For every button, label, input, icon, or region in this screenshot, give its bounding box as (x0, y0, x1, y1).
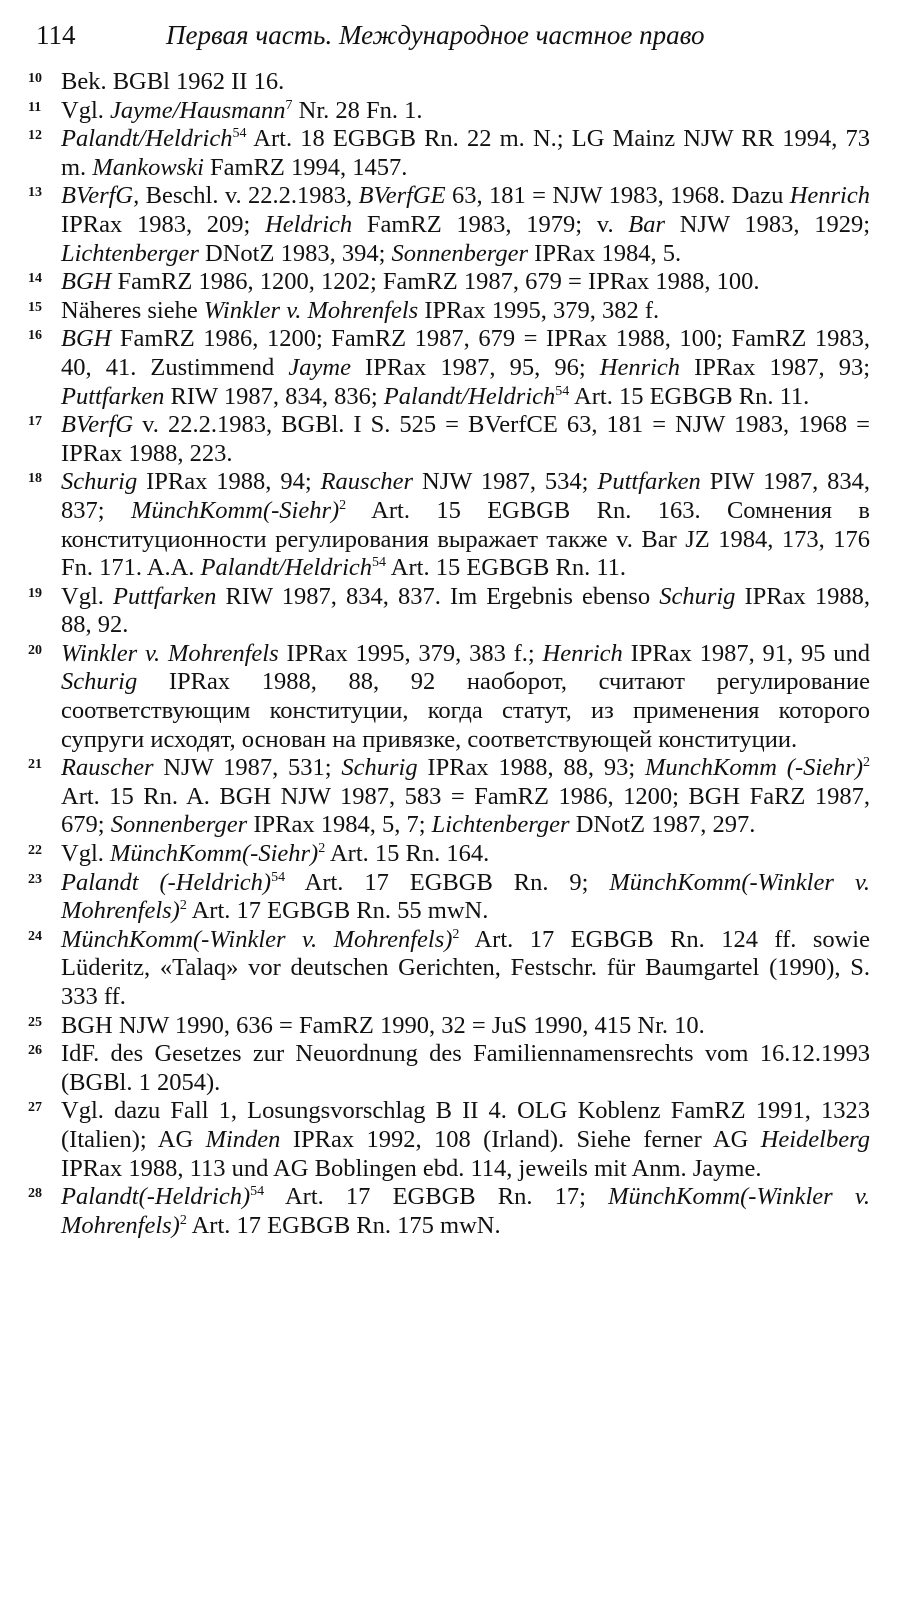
author-citation: Schurig (61, 468, 138, 496)
footnote-text: Beschl. v. 22.2.1983, (139, 182, 359, 210)
footnote-text: IPRax 1992, 108 (Irland). Siehe ferner AG (280, 1125, 761, 1153)
footnote-21 (28, 754, 870, 840)
footnote-text: IPRax 1995, 379, 382 f. (418, 296, 660, 324)
edition-superscript: 2 (318, 841, 326, 857)
footnote-text: Vgl. dazu Fall 1, Losungsvorschlag B II 4. OLG Koblenz FamRZ 1991, 1323 (Italien); AG (61, 1097, 870, 1153)
footnote-number: 24 (28, 928, 42, 944)
footnote-25 (28, 1011, 870, 1041)
footnote-26 (28, 1040, 870, 1097)
footnote-17 (28, 411, 870, 468)
footnote-text: FamRZ 1986, 1200, 1202; FamRZ 1987, 679 = IPRax 1988, 100. (111, 268, 760, 296)
author-citation: Minden (205, 1125, 281, 1153)
footnote-number: 22 (28, 843, 42, 859)
author-citation: Rauscher (320, 468, 414, 496)
footnote-text: FamRZ 1986, 1200; FamRZ 1987, 679 = IPRax 1988, 100; FamRZ 1983, 40, 41. Zustimmend (61, 325, 870, 381)
author-citation: Heidelberg (760, 1125, 870, 1153)
footnote-text: IPRax 1983, 209; (61, 210, 266, 238)
page-number: 114 (36, 20, 76, 50)
author-citation: Lichtenberger (61, 239, 199, 267)
edition-superscript: 54 (372, 555, 387, 571)
footnote-11 (28, 96, 870, 126)
author-citation: MunchKomm (-Siehr) (644, 754, 863, 782)
footnote-text: Art. 18 EGBGB Rn. 22 m. N.; LG Mainz NJW RR 1994, 73 m. (61, 125, 870, 181)
edition-superscript: 2 (179, 1212, 187, 1228)
footnote-text: FamRZ 1994, 1457. (203, 153, 408, 181)
footnote-text: Art. 17 EGBGB Rn. 9; (285, 868, 610, 896)
footnote-text: Art. 15 EGBGB Rn. 11. (569, 382, 810, 410)
edition-superscript: 54 (271, 869, 286, 885)
edition-superscript: 7 (285, 97, 293, 113)
footnote-text: Vgl. (61, 96, 110, 124)
footnote-text: FamRZ 1983, 1979; v. (352, 210, 629, 238)
author-citation: Winkler v. Mohrenfels (61, 639, 279, 667)
footnote-12 (28, 125, 870, 182)
running-title: Первая часть. Международное частное право (166, 20, 705, 50)
footnote-text: 63, 181 = NJW 1983, 1968. Dazu (445, 182, 790, 210)
author-citation: Schurig (341, 754, 418, 782)
footnote-text: IPRax 1988, 88, 92. (61, 582, 871, 639)
footnote-number: 15 (28, 299, 42, 315)
author-citation: Sonnenberger (391, 239, 529, 267)
footnote-text: Art. 17 EGBGB Rn. 17; (264, 1183, 609, 1211)
footnote-number: 25 (28, 1014, 42, 1030)
footnote-text: IPRax 1987, 91, 95 und (622, 639, 871, 667)
footnote-13 (28, 182, 870, 268)
footnote-number: 13 (28, 185, 42, 201)
footnote-number: 23 (28, 871, 42, 887)
footnote-number: 20 (28, 642, 42, 658)
footnote-text: Art. 17 EGBGB Rn. 124 ff. sowie Lüderitz, «Talaq» vor deutschen Gerichten, Festschr. für Baumgartel (1990), S. 333 ff. (61, 925, 870, 1010)
footnote-text: RIW 1987, 834, 837. Im Ergebnis ebenso (216, 582, 660, 610)
footnote-text: NJW 1987, 534; (413, 468, 598, 496)
footnote-number: 26 (28, 1043, 42, 1059)
footnote-text: DNotZ 1983, 394; (198, 239, 392, 267)
footnote-15 (28, 296, 870, 326)
footnote-text: IPRax 1984, 5, 7; (247, 811, 432, 839)
footnote-number: 12 (28, 128, 42, 144)
footnote-text: IPRax 1995, 379, 383 f.; (278, 639, 543, 667)
footnote-number: 21 (28, 757, 42, 773)
author-citation: Palandt (-Heldrich) (61, 868, 272, 896)
page-header (36, 14, 858, 54)
author-citation: Palandt(-Heldrich) (61, 1183, 251, 1211)
footnote-text: IPRax 1988, 88, 92 наоборот, считают регулирование соответствующим конституции, когда статут, из применения которого супруги исходят, основан на привязке, соответствующей конституции. (61, 668, 870, 753)
footnote-19 (28, 582, 871, 640)
edition-superscript: 2 (863, 755, 870, 771)
author-citation: Henrich (542, 639, 623, 667)
footnote-text: IPRax 1988, 113 und AG Boblingen ebd. 114, jeweils mit Anm. Jayme. (61, 1154, 762, 1182)
footnote-text: IdF. des Gesetzes zur Neuordnung des Familiennamensrechts vom 16.12.1993 (BGBl. 1 2054). (61, 1040, 870, 1096)
author-citation: Jayme (288, 353, 351, 381)
footnote-text: RIW 1987, 834, 836; (164, 382, 384, 410)
footnote-text: NJW 1983, 1929; (665, 210, 870, 238)
footnote-text: NJW 1987, 531; (153, 754, 342, 782)
author-citation: Puttfarken (112, 582, 217, 610)
footnote-14 (28, 268, 870, 297)
footnote-text: PIW 1987, 834, 837; (61, 468, 871, 524)
footnote-number: 16 (28, 328, 42, 344)
author-citation: Heldrich (265, 210, 353, 238)
edition-superscript: 2 (452, 926, 460, 942)
footnote-number: 10 (28, 71, 42, 86)
author-citation: Schurig (61, 668, 138, 696)
footnote-10 (28, 68, 870, 97)
footnote-text: Näheres siehe (61, 296, 204, 324)
footnote-22 (28, 840, 870, 869)
author-citation: Henrich (599, 353, 681, 381)
author-citation: MünchKomm(-Winkler v. Mohrenfels) (61, 1183, 870, 1239)
footnote-number: 28 (28, 1186, 42, 1202)
footnote-27 (28, 1097, 870, 1183)
edition-superscript: 54 (250, 1184, 265, 1200)
footnote-18 (28, 468, 871, 582)
author-citation: Palandt/Heldrich (61, 125, 233, 153)
footnote-number: 27 (28, 1100, 42, 1116)
footnote-text: IPRax 1984, 5. (528, 239, 682, 267)
footnote-text: IPRax 1987, 95, 96; (350, 353, 600, 381)
footnote-text: Art. 15 EGBGB Rn. 163. Сомнения в конституционности регулирования выражает также v. Bar JZ 1984, 173, 176 Fn. 171. A.A. (61, 496, 870, 582)
author-citation: Mankowski (92, 153, 204, 181)
author-citation: Schurig (659, 582, 736, 610)
footnote-text: IPRax 1987, 93; (680, 353, 871, 381)
footnote-text: Art. 17 EGBGB Rn. 55 mwN. (186, 897, 489, 925)
footnote-number: 14 (28, 271, 42, 287)
footnote-text: IPRax 1988, 88, 93; (417, 754, 645, 782)
footnote-text: Art. 15 Rn. A. BGH NJW 1987, 583 = FamRZ 1986, 1200; BGH FaRZ 1987, 679; (61, 782, 870, 839)
footnote-24 (28, 925, 870, 1012)
footnote-number: 19 (28, 585, 42, 601)
author-citation: Bar (628, 210, 666, 238)
author-citation: Puttfarken (597, 468, 701, 496)
author-citation: Palandt/Heldrich (383, 382, 556, 410)
edition-superscript: 54 (232, 126, 247, 142)
author-citation: Sonnenberger (110, 811, 248, 839)
author-citation: MünchKomm(-Siehr) (130, 496, 340, 524)
author-citation: MünchKomm(-Winkler v. Mohrenfels) (61, 925, 453, 953)
footnote-number: 17 (28, 414, 42, 430)
author-citation: BGH (61, 325, 112, 353)
footnote-20 (28, 639, 871, 754)
footnote-text: Art. 15 Rn. 164. (325, 840, 490, 868)
author-citation: Winkler v. Mohrenfels (203, 296, 419, 324)
author-citation: MünchKomm(-Siehr) (110, 840, 319, 868)
footnote-number: 18 (28, 471, 42, 487)
author-citation: Palandt/Heldrich (200, 554, 373, 582)
footnote-text: Nr. 28 Fn. 1. (292, 96, 423, 124)
author-citation: Puttfarken (61, 382, 165, 410)
footnote-16 (28, 325, 871, 411)
author-citation: Henrich (789, 182, 870, 210)
footnote-text: Art. 15 EGBGB Rn. 11. (386, 554, 627, 582)
footnote-text: BGH NJW 1990, 636 = FamRZ 1990, 32 = JuS 1990, 415 Nr. 10. (61, 1011, 705, 1039)
edition-superscript: 54 (555, 383, 570, 399)
footnote-text: DNotZ 1987, 297. (569, 811, 756, 839)
author-citation: BGH (61, 268, 112, 296)
footnotes-list (28, 68, 871, 1240)
footnote-text: v. 22.2.1983, BGBl. I S. 525 = BVerfCE 63, 181 = NJW 1983, 1968 = IPRax 1988, 223. (61, 411, 870, 467)
footnote-text: Vgl. (61, 840, 110, 868)
footnote-23 (28, 868, 870, 926)
footnote-text: Art. 17 EGBGB Rn. 175 mwN. (186, 1211, 501, 1239)
author-citation: Rauscher (61, 754, 154, 782)
footnote-text: IPRax 1988, 94; (137, 468, 321, 496)
edition-superscript: 2 (339, 497, 347, 513)
edition-superscript: 2 (179, 898, 187, 914)
author-citation: Lichtenberger (431, 811, 570, 839)
author-citation: Jayme/Hausmann (110, 96, 286, 124)
author-citation: MünchKomm(-Winkler v. Mohrenfels) (61, 868, 870, 925)
author-citation: BVerfG, (61, 182, 140, 210)
author-citation: BVerfG (61, 411, 134, 439)
footnote-text: Vgl. (61, 582, 113, 610)
footnote-number: 11 (28, 99, 42, 115)
author-citation: BVerfGE (358, 182, 446, 210)
footnote-text: Bek. BGBl 1962 II 16. (61, 68, 285, 95)
footnote-28 (28, 1183, 870, 1240)
